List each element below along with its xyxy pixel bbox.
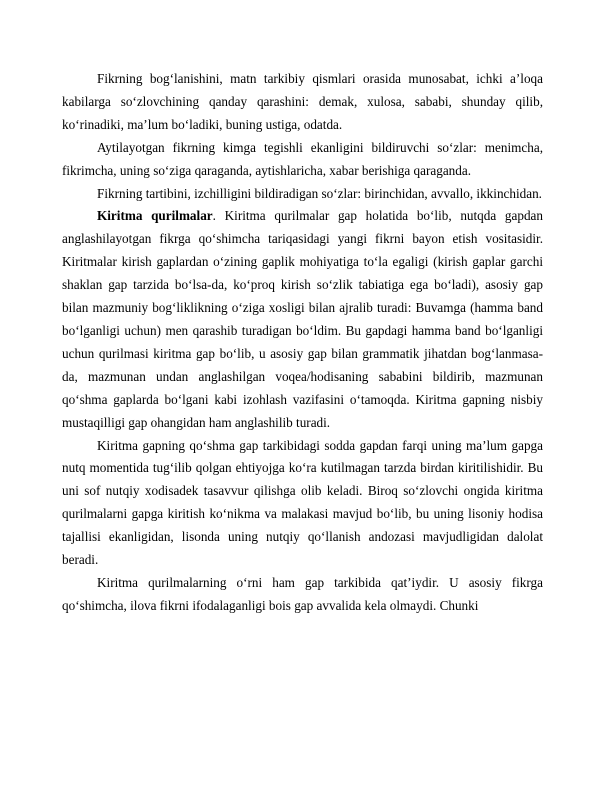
paragraph-text: . Kiritma qurilmalar gap holatida bo‘lib, nutqda gapdan anglashilayotgan fikrga qo‘shimcha tariqasidagi yangi fikrni bayon etish vositasidir. Kiritmalar kirish gaplardan o‘zining gaplik mohiyatiga to‘la egaligi (kirish gaplar garchi shaklan gap tarzida bo‘lsa-da, ko‘proq kirish so‘zlik tabiatiga ega bo‘ladi), asosiy gap bilan mazmuniy bog‘liklikning o‘ziga xosligi bilan ajralib turadi: Buvamga (hamma band bo‘lganligi uchun) men qarashib turadigan bo‘ldim. Bu gapdagi hamma band bo‘lganligi uchun qurilmasi kiritma gap bo‘lib, u asosiy gap bilan grammatik jihatdan bog‘lanmasa-da, mazmunan undan anglashilgan voqea/hodisaning sababini bildirib, mazmunan qo‘shma gaplarda bo‘lgani kabi izohlash vazifasini o‘tamoqda. Kiritma gapning nisbiy mustaqilligi gap ohangidan ham anglashilib turadi. xyxy=(62,208,543,430)
paragraph-text: Aytilayotgan fikrning kimga tegishli ekanligini bildiruvchi so‘zlar: menimcha, fikrimcha, uning so‘ziga qaraganda, aytishlaricha, xabar berishiga qaraganda. xyxy=(62,139,543,178)
paragraph-text: Kiritma qurilmalarning o‘rni ham gap tarkibida qat’iydir. U asosiy fikrga qo‘shimcha, ilova fikrni ifodalaganligi bois gap avvalida kela olmaydi. Chunki xyxy=(62,574,543,613)
paragraph-kiritma-difference xyxy=(62,435,543,572)
term-heading: Kiritma qurilmalar xyxy=(97,208,213,224)
paragraph-text: Fikrning bog‘lanishini, matn tarkibiy qismlari orasida munosabat, ichki a’loqa kabilarga so‘zlovchining qanday qarashini: demak, xulosa, sababi, shunday qilib, ko‘rinadiki, ma’lum bo‘ladiki, buning ustiga, odatda. xyxy=(62,71,543,132)
body-text xyxy=(62,68,543,618)
paragraph-connection-words xyxy=(62,68,543,137)
paragraph-kiritma-position xyxy=(62,572,543,618)
paragraph-text: Kiritma gapning qo‘shma gap tarkibidagi sodda gapdan farqi uning ma’lum gapga nutq momentida tug‘ilib qolgan ehtiyojga ko‘ra kutilmagan tarzda birdan kiritilishidir. Bu uni sof nutqiy xodisadek tasavvur qilishga olib keladi. Biroq so‘zlovchi ongida kiritma qurilmalarni gapga kiritish ko‘nikma va malakasi mavjud bo‘lib, bu uning lisoniy hodisa tajallisi ekanligidan, lisonda uning nutqiy qo‘llanish andozasi mavjudligidan dalolat beradi. xyxy=(62,437,543,568)
paragraph-order-words xyxy=(62,183,543,206)
paragraph-attribution-words xyxy=(62,137,543,183)
paragraph-kiritma-qurilmalar xyxy=(62,205,543,434)
paragraph-text: Fikrning tartibini, izchilligini bildiradigan so‘zlar: birinchidan, avvallo, ikkinchidan. xyxy=(97,185,542,201)
